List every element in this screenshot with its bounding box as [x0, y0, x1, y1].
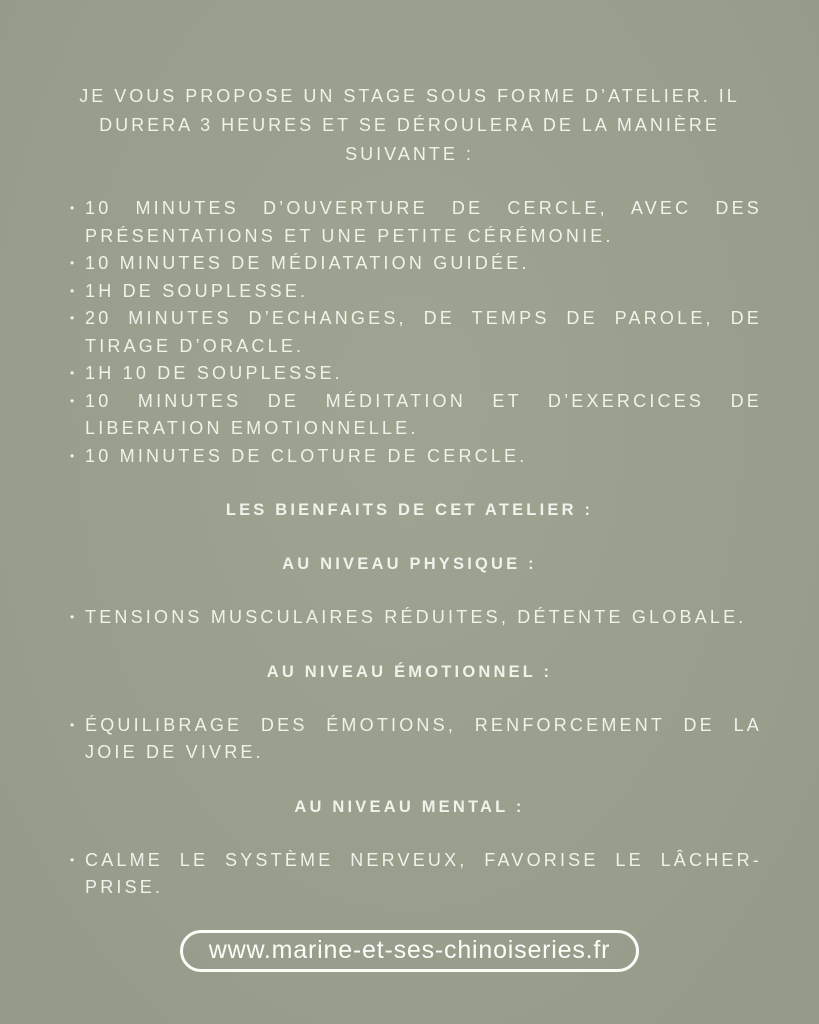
schedule-item: • 10 MINUTES D’OUVERTURE DE CERCLE, AVEC DES PRÉSENTATIONS ET UNE PETITE CÉRÉMONIE. [57, 195, 762, 250]
website-pill[interactable] [180, 930, 640, 972]
flyer-poster [57, 0, 762, 972]
benefits-list-physical [57, 604, 762, 632]
schedule-item: • 10 MINUTES DE CLOTURE DE CERCLE. [57, 443, 762, 471]
benefits-section-heading-mental: AU NIVEAU MENTAL : [294, 797, 525, 816]
benefits-section-mental [57, 793, 762, 902]
benefit-item: • ÉQUILIBRAGE DES ÉMOTIONS, RENFORCEMENT DE LA JOIE DE VIVRE. [57, 712, 762, 767]
intro-paragraph: JE VOUS PROPOSE UN STAGE SOUS FORME D’ATELIER. IL DURERA 3 HEURES ET SE DÉROULERA DE LA MANIÈRE SUIVANTE : [79, 86, 740, 164]
benefit-item: • TENSIONS MUSCULAIRES RÉDUITES, DÉTENTE GLOBALE. [57, 604, 762, 632]
schedule-item: • 20 MINUTES D’ECHANGES, DE TEMPS DE PAROLE, DE TIRAGE D’ORACLE. [57, 305, 762, 360]
website-url: www.marine-et-ses-chinoiseries.fr [208, 936, 611, 964]
benefits-list-emotional [57, 712, 762, 767]
benefits-section-emotional [57, 658, 762, 767]
schedule-item: • 10 MINUTES DE MÉDIATATION GUIDÉE. [57, 250, 762, 278]
benefits-section-heading-physical: AU NIVEAU PHYSIQUE : [282, 555, 537, 573]
benefits-list-mental [57, 847, 762, 902]
schedule-list [57, 195, 762, 470]
benefits-section-heading-emotional: AU NIVEAU ÉMOTIONNEL : [266, 662, 553, 681]
schedule-item: • 1H DE SOUPLESSE. [57, 278, 762, 306]
schedule-item: • 1H 10 DE SOUPLESSE. [57, 360, 762, 388]
benefits-title: LES BIENFAITS DE CET ATELIER : [225, 501, 594, 519]
footer [57, 930, 762, 972]
benefit-item: • CALME LE SYSTÈME NERVEUX, FAVORISE LE LÂCHER-PRISE. [57, 847, 762, 902]
schedule-item: • 10 MINUTES DE MÉDITATION ET D’EXERCICES DE LIBERATION EMOTIONNELLE. [57, 388, 762, 443]
benefits-section-physical [57, 550, 762, 632]
